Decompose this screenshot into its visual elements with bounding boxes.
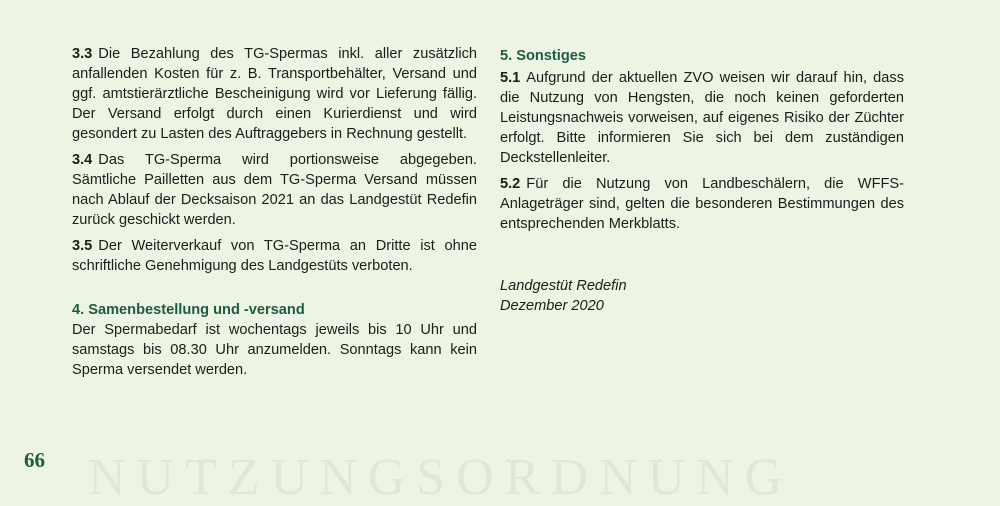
paragraph-number: 3.5 (72, 238, 93, 254)
left-column (72, 44, 477, 386)
paragraph-text: Für die Nutzung von Landbeschälern, die WFFS-Anlageträger sind, gelten die besonderen Bestimmungen des entsprechenden Merkblatts. (500, 176, 904, 232)
paragraph-3-3 (72, 44, 477, 144)
paragraph-number: 3.4 (72, 152, 93, 168)
signature-block (500, 276, 627, 316)
paragraph-number: 3.3 (72, 46, 93, 62)
paragraph-text: Der Weiterverkauf von TG-Sperma an Dritte ist ohne schriftliche Genehmigung des Landgestüts verboten. (72, 238, 477, 274)
section-spacer (72, 282, 477, 300)
paragraph-text: Die Bezahlung des TG-Spermas inkl. aller zusätzlich anfallenden Kosten für z. B. Transportbehälter, Versand und ggf. amtstierärztliche Bescheinigung wird vor Lieferung fällig. Der Versand erfolgt durch einen Kurierdienst und wird gesondert zu Lasten des Auftraggebers in Rechnung gestellt. (72, 46, 477, 142)
section-4-text: Der Spermabedarf ist wochentags jeweils bis 10 Uhr und samstags bis 08.30 Uhr anzumelden. Sonntags kann kein Sperma versendet werden. (72, 322, 477, 378)
section-4-heading: 4. Samenbestellung und -versand (72, 302, 305, 318)
signature-organization: Landgestüt Redefin (500, 278, 627, 294)
paragraph-text: Das TG-Sperma wird portionsweise abgegeben. Sämtliche Pailletten aus dem TG-Sperma Versand müssen nach Ablauf der Decksaison 2021 an das Landgestüt Redefin zurück geschickt werden. (72, 152, 477, 228)
paragraph-number: 5.1 (500, 70, 521, 86)
paragraph-3-5 (72, 236, 477, 276)
section-5-heading: 5. Sonstiges (500, 48, 586, 64)
page-number: 66 (24, 448, 45, 472)
section-watermark: NUTZUNGSORDNUNG (88, 449, 794, 506)
paragraph-5-2 (500, 174, 904, 234)
paragraph-text: Aufgrund der aktuellen ZVO weisen wir darauf hin, dass die Nutzung von Hengsten, die noch keinen geforderten Leistungsnachweis vorweisen, auf eigenes Risiko der Züchter erfolgt. Bitte informieren Sie sich bei dem zuständigen Deckstellenleiter. (500, 70, 904, 166)
paragraph-5-1 (500, 68, 904, 168)
right-column (500, 44, 904, 240)
signature-date: Dezember 2020 (500, 298, 604, 314)
paragraph-3-4 (72, 150, 477, 230)
paragraph-number: 5.2 (500, 176, 521, 192)
